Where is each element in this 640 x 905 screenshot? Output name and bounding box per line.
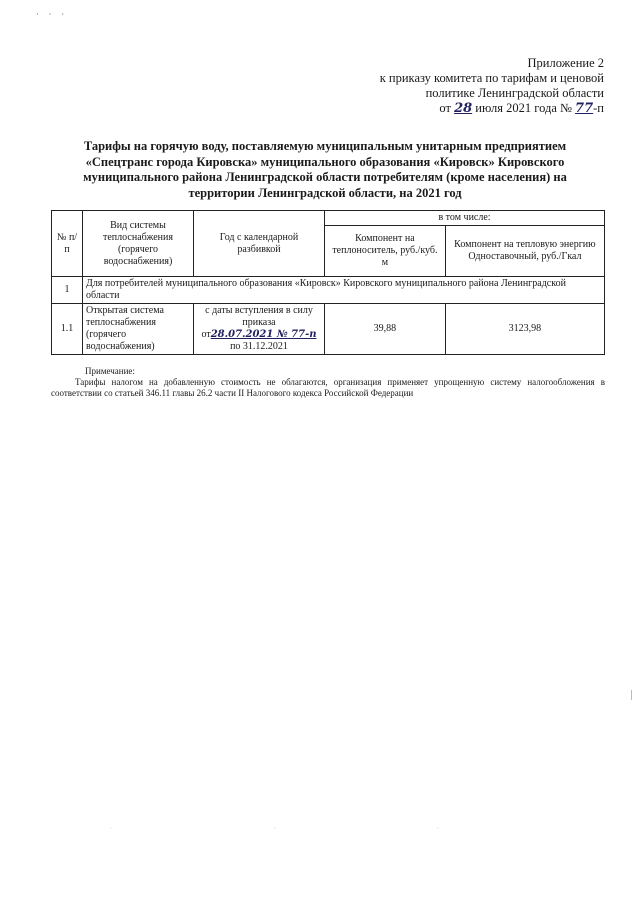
period-from-prefix: от (201, 329, 211, 340)
row-energy-value: 3123,98 (445, 304, 604, 355)
tariff-table (51, 210, 605, 355)
handwritten-period-date: 28.07.2021 № 77-п (210, 329, 317, 340)
period-from (197, 329, 321, 341)
table-group-row (52, 277, 605, 304)
row-carrier-value: 39,88 (325, 304, 446, 355)
scan-specks: · · · (36, 10, 68, 19)
group-text: Для потребителей муниципального образования «Кировск» Кировского муниципального района Ленинградской области (83, 277, 605, 304)
group-num: 1 (52, 277, 83, 304)
table-header-row-1 (52, 211, 605, 226)
handwritten-day: 28 (454, 101, 473, 116)
appendix-header (344, 56, 604, 116)
document-title: Тарифы на горячую воду, поставляемую муниципальным унитарным предприятием «Спецтранс города Кировска» муниципального образования «Кировск» Кировского муниципального района Ленинградской области потребителям (кроме населения) на территории Ленинградской области, на 2021 год (83, 139, 567, 200)
header-num: № п/п (52, 211, 83, 277)
handwritten-order-number: 77 (575, 101, 594, 116)
order-suffix: -п (593, 101, 604, 115)
row-system: Открытая система теплоснабжения (горячего водоснабжения) (83, 304, 194, 355)
period-line1: с даты вступления в силу приказа (205, 305, 313, 328)
note-block (51, 366, 605, 399)
row-num: 1.1 (52, 304, 83, 355)
scan-foot-dots: · · · (110, 826, 519, 832)
period-to: по 31.12.2021 (230, 341, 288, 352)
header-including: в том числе: (325, 211, 605, 226)
header-component-energy: Компонент на тепловую энергию Одноставочный, руб./Гкал (445, 226, 604, 277)
appendix-date-line (344, 101, 604, 116)
appendix-line2: к приказу комитета по тарифам и ценовой (379, 71, 604, 85)
appendix-line3: политике Ленинградской области (425, 86, 604, 100)
note-label: Примечание: (85, 366, 135, 376)
header-component-carrier: Компонент на теплоноситель, руб./куб. м (325, 226, 446, 277)
appendix-line1: Приложение 2 (527, 56, 604, 70)
date-month-year: июля 2021 года № (475, 101, 572, 115)
header-system: Вид системы теплоснабжения (горячего водоснабжения) (83, 211, 194, 277)
date-prefix: от (439, 101, 451, 115)
table-row (52, 304, 605, 355)
note-text: Тарифы налогом на добавленную стоимость не облагаются, организация применяет упрощенную систему налогообложения в соответствии со статьей 346.11 главы 26.2 части II Налогового кодекса Российской Федерации (51, 377, 605, 398)
header-year: Год с календарной разбивкой (194, 211, 325, 277)
row-period (194, 304, 325, 355)
scan-edge-mark (631, 690, 632, 700)
